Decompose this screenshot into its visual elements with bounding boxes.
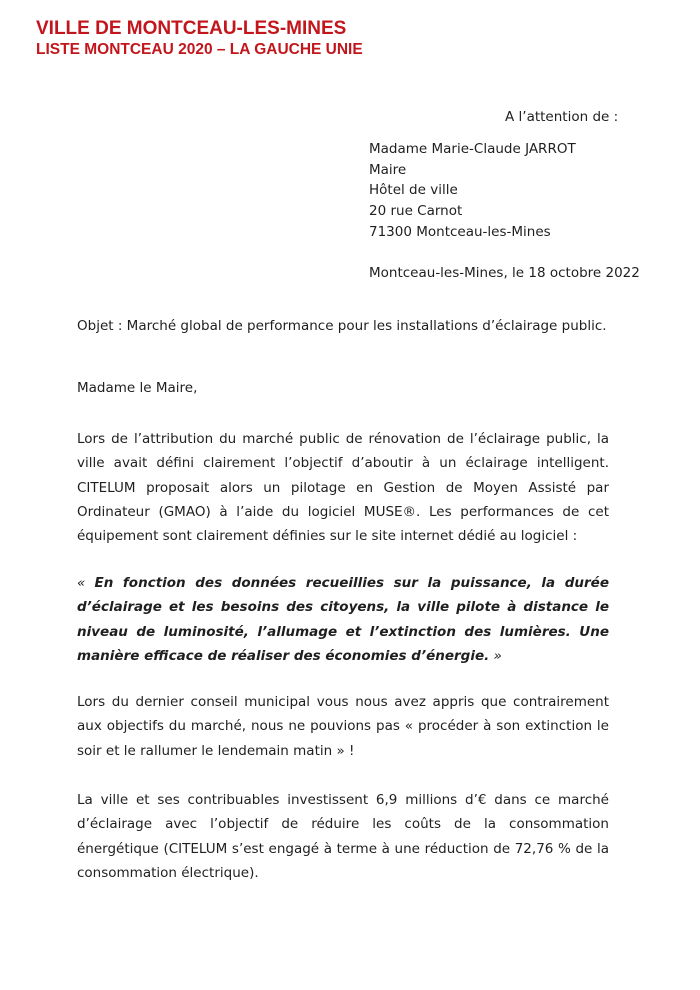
- attention-line: A l’attention de :: [505, 109, 619, 125]
- quote-paragraph: [77, 571, 609, 668]
- quote-open-mark: «: [77, 575, 95, 591]
- letter-object: Objet : Marché global de performance pour les installations d’éclairage public.: [77, 318, 607, 334]
- paragraph-intro: Lors de l’attribution du marché public de rénovation de l’éclairage public, la ville avait défini clairement l’objectif d’aboutir à un éclairage intelligent. CITELUM proposait alors un pilotage en Gestion de Moyen Assisté par Ordinateur (GMAO) à l’aide du logiciel MUSE®. Les performances de cet équipement sont clairement définies sur le site internet dédié au logiciel :: [77, 431, 609, 545]
- letterhead-subtitle: LISTE MONTCEAU 2020 – LA GAUCHE UNIE: [36, 41, 363, 58]
- paragraph-council: Lors du dernier conseil municipal vous nous avez appris que contrairement aux objectifs du marché, nous ne pouvions pas « procéder à son extinction le soir et le rallumer le lendemain matin » !: [77, 694, 609, 759]
- quote-text: En fonction des données recueillies sur la puissance, la durée d’éclairage et les besoins des citoyens, la ville pilote à distance le niveau de luminosité, l’allumage et l’extinction des lumières. Une manière efficace de réaliser des économies d’énergie.: [77, 575, 609, 664]
- recipient-address: [369, 139, 576, 243]
- letter-date: Montceau-les-Mines, le 18 octobre 2022: [369, 265, 640, 281]
- recipient-building: Hôtel de ville: [369, 182, 458, 199]
- recipient-name: Madame Marie-Claude JARROT: [369, 141, 576, 157]
- letterhead-title: VILLE DE MONTCEAU-LES-MINES: [36, 18, 347, 39]
- letterhead: [36, 18, 363, 60]
- paragraph-investment: La ville et ses contribuables investissent 6,9 millions d’€ dans ce marché d’éclairage avec l’objectif de réduire les coûts de la consommation énergétique (CITELUM s’est engagé à terme à une réduction de 72,76 % de la consommation électrique).: [77, 792, 609, 881]
- salutation: Madame le Maire,: [77, 380, 198, 396]
- quote-close-mark: »: [489, 647, 502, 664]
- recipient-title: Maire: [369, 161, 407, 178]
- recipient-city: 71300 Montceau-les-Mines: [369, 223, 551, 240]
- recipient-street: 20 rue Carnot: [369, 203, 463, 220]
